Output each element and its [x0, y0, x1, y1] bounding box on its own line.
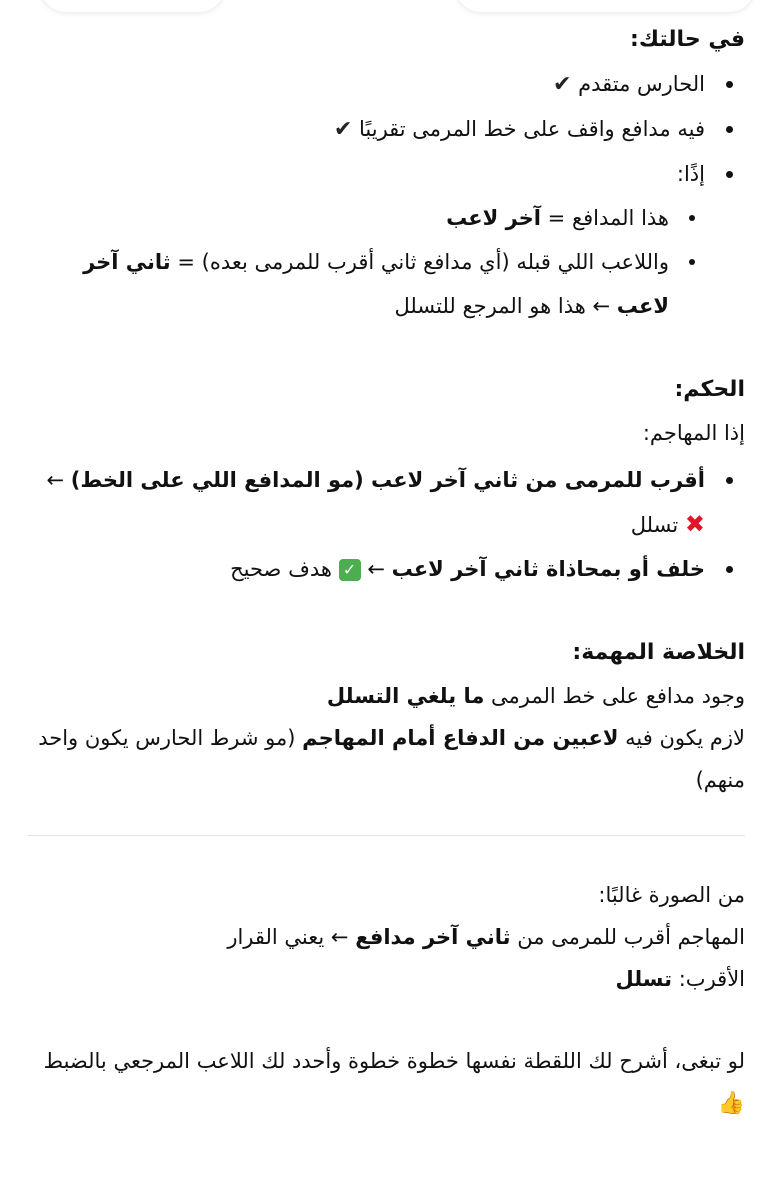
summary-heading: الخلاصة المهمة:: [572, 640, 745, 665]
list-item: الحارس متقدم ✔: [28, 62, 745, 107]
check-mark-icon: ✔: [553, 72, 572, 97]
case-sublist: [28, 196, 745, 328]
chat-message: [28, 18, 745, 1125]
list-item: أقرب للمرمى من ثاني آخر لاعب (مو المدافع اللي على الخط) ← ✖ تسلل: [28, 458, 745, 547]
ruling-heading: الحكم:: [674, 377, 745, 402]
arrow-left-icon: ←: [592, 294, 611, 318]
list-item: فيه مدافع واقف على خط المرمى تقريبًا ✔: [28, 107, 745, 152]
top-left-pill: [40, 0, 225, 12]
summary-line-1: وجود مدافع على خط المرمى ما يلغي التسلل: [326, 684, 745, 708]
arrow-left-icon: ←: [46, 468, 65, 492]
closing-text: لو تبغى، أشرح لك اللقطة نفسها خطوة خطوة وأحدد لك اللاعب المرجعي بالضبط 👍: [43, 1049, 745, 1116]
ruling-intro: إذا المهاجم:: [642, 421, 745, 445]
case-heading: في حالتك:: [630, 27, 745, 52]
image-line-2: المهاجم أقرب للمرمى من ثاني آخر مدافع ← يعني القرار: [227, 925, 745, 949]
green-check-icon: ✓: [339, 559, 361, 581]
summary-line-2: لازم يكون فيه لاعبين من الدفاع أمام المهاجم (مو شرط الحارس يكون واحد منهم): [38, 726, 745, 792]
thumbs-up-icon: 👍: [717, 1091, 745, 1116]
case-list: [28, 62, 745, 196]
list-item: خلف أو بمحاذاة ثاني آخر لاعب ← ✓ هدف صحيح: [28, 547, 745, 591]
list-item: هذا المدافع = آخر لاعب: [28, 196, 705, 240]
check-mark-icon: ✔: [333, 117, 353, 142]
list-item: إذًا:: [28, 152, 745, 196]
image-line-3: الأقرب: تسلل: [615, 967, 745, 991]
arrow-left-icon: ←: [367, 557, 385, 581]
cross-mark-icon: ✖: [684, 510, 705, 538]
top-right-pill: [455, 0, 755, 12]
arrow-left-icon: ←: [330, 925, 349, 949]
ruling-list: [28, 458, 745, 591]
divider: [28, 835, 745, 836]
list-item: واللاعب اللي قبله (أي مدافع ثاني أقرب للمرمى بعده) = ثاني آخر لاعب ← هذا هو المرجع للتسلل: [28, 240, 705, 328]
image-line-1: من الصورة غالبًا:: [598, 883, 745, 907]
